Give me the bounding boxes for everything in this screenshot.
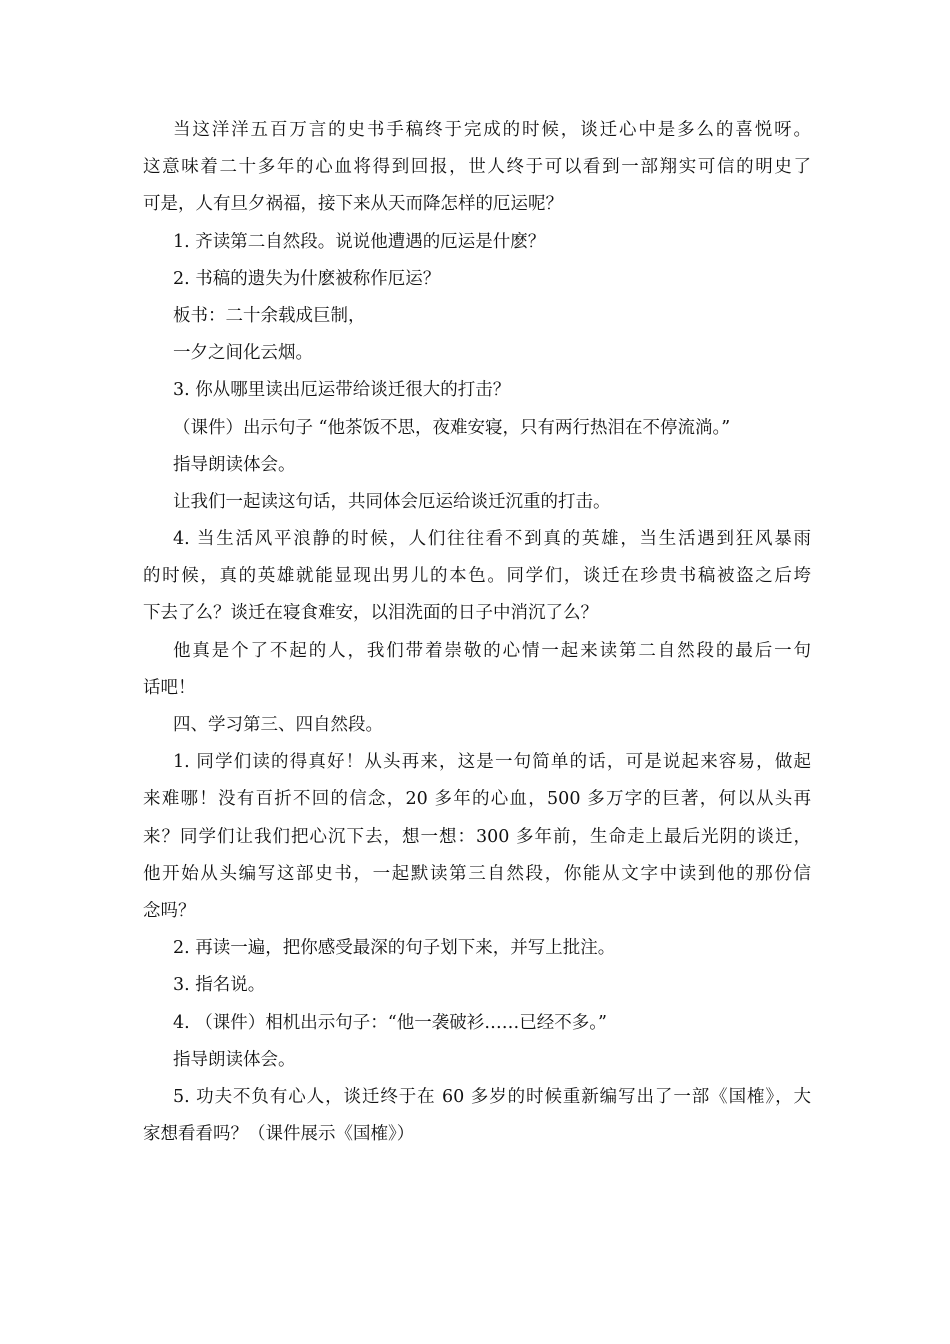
text-line: 1. 同学们读的得真好！从头再来，这是一句简单的话，可是说起来容易，做起 [173,752,811,773]
text-line: （课件）出示句子 “他茶饭不思，夜难安寝，只有两行热泪在不停流淌。” [173,417,731,438]
text-line: 指导朗读体会。 [173,1049,296,1070]
text-line: 四、学习第三、四自然段。 [173,715,383,735]
text-line: 来？同学们让我们把心沉下去，想一想：300 多年前，生命走上最后光阴的谈迁， [143,826,811,847]
text-line: 让我们一起读这句话，共同体会厄运给谈迁沉重的打击。 [173,491,611,512]
text-line: 他开始从头编写这部史书，一起默读第三自然段，你能从文字中读到他的那份信 [143,863,811,884]
text-line: 1. 齐读第二自然段。说说他遭遇的厄运是什麽？ [173,231,546,252]
text-line: 4. （课件）相机出示句子：“他一袭破衫……已经不多。” [173,1012,607,1033]
text-line: 家想看看吗？（课件展示《国榷》） [143,1124,415,1145]
text-line: 他真是个了不起的人，我们带着崇敬的心情一起来读第二自然段的最后一句 [173,640,811,661]
text-line: 可是，人有旦夕祸福，接下来从天而降怎样的厄运呢？ [143,194,563,215]
text-line: 一夕之间化云烟。 [173,343,313,364]
text-line: 下去了么？谈迁在寝食难安，以泪洗面的日子中消沉了么？ [143,603,598,624]
text-line: 的时候，真的英雄就能显现出男儿的本色。同学们，谈迁在珍贵书稿被盗之后垮 [143,566,811,587]
text-line: 2. 再读一遍，把你感受最深的句子划下来，并写上批注。 [173,938,616,959]
text-line: 指导朗读体会。 [173,454,296,475]
text-line: 念吗？ [143,900,196,921]
text-line: 板书：二十余载成巨制， [173,305,366,326]
text-line: 这意味着二十多年的心血将得到回报，世人终于可以看到一部翔实可信的明史了 [143,157,811,178]
text-line: 当这洋洋五百万言的史书手稿终于完成的时候，谈迁心中是多么的喜悦呀。 [173,120,811,140]
text-line: 3. 指名说。 [173,975,266,996]
text-line: 话吧！ [143,677,196,698]
text-line: 5. 功夫不负有心人，谈迁终于在 60 多岁的时候重新编写出了一部《国榷》，大 [173,1086,811,1107]
text-line: 2. 书稿的遗失为什麽被称作厄运？ [173,268,441,289]
text-line: 来难哪！没有百折不回的信念，20 多年的心血，500 多万字的巨著，何以从头再 [143,789,811,810]
document-body [143,112,811,1153]
text-line: 4. 当生活风平浪静的时候，人们往往看不到真的英雄，当生活遇到狂风暴雨 [173,529,811,550]
text-line: 3. 你从哪里读出厄运带给谈迁很大的打击？ [173,380,511,401]
